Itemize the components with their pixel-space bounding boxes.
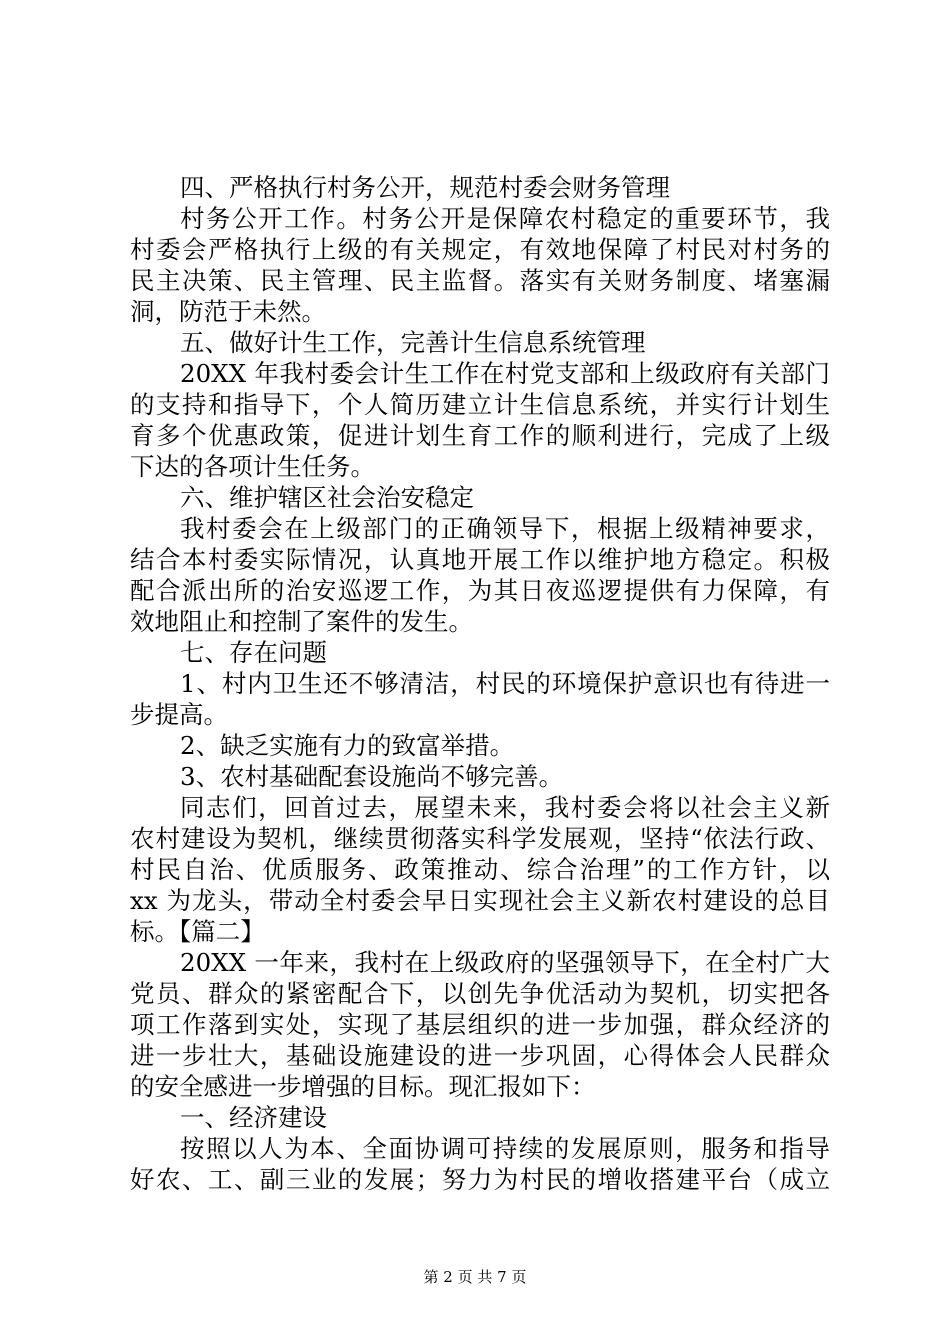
text-line: 步提高。 (130, 700, 228, 729)
text-line: 20XX 年我村委会计生工作在村党支部和上级政府有关部门 (180, 359, 830, 388)
text-line: 五、做好计生工作，完善计生信息系统管理 (180, 328, 646, 357)
text-line: 配合派出所的治安巡逻工作，为其日夜巡逻提供有力保障，有 (130, 576, 830, 605)
text-line: 好农、工、副三业的发展；努力为村民的增收搭建平台（成立 (130, 1165, 830, 1194)
text-line: 结合本村委实际情况，认真地开展工作以维护地方稳定。积极 (130, 545, 830, 574)
text-line: 四、严格执行村务公开，规范村委会财务管理 (180, 173, 670, 202)
text-line: 2、缺乏实施有力的致富举措。 (180, 731, 515, 760)
text-line: 民主决策、民主管理、民主监督。落实有关财务制度、堵塞漏 (130, 266, 830, 295)
text-line: 下达的各项计生任务。 (130, 452, 375, 481)
text-line: 我村委会在上级部门的正确领导下，根据上级精神要求， (180, 514, 830, 543)
document-body (130, 172, 830, 1195)
text-line: 进一步壮大，基础设施建设的进一步巩固，心得体会人民群众 (130, 1041, 830, 1070)
text-line: 农村建设为契机，继续贯彻落实科学发展观，坚持“依法行政、 (130, 824, 830, 853)
text-line: 效地阻止和控制了案件的发生。 (130, 607, 473, 636)
text-line: 村委会严格执行上级的有关规定，有效地保障了村民对村务的 (130, 235, 830, 264)
text-line: 按照以人为本、全面协调可持续的发展原则，服务和指导 (180, 1134, 830, 1163)
text-line: 1、村内卫生还不够清洁，村民的环境保护意识也有待进一 (180, 669, 830, 698)
text-line: 七、存在问题 (180, 638, 327, 667)
text-line: 标。【篇二】 (130, 917, 265, 946)
text-line: 六、维护辖区社会治安稳定 (180, 483, 474, 512)
text-line: 村民自治、优质服务、政策推动、综合治理”的工作方针，以 (130, 855, 830, 884)
text-line: 育多个优惠政策，促进计划生育工作的顺利进行，完成了上级 (130, 421, 830, 450)
text-line: 3、农村基础配套设施尚不够完善。 (180, 762, 564, 791)
text-line: 的支持和指导下，个人简历建立计生信息系统，并实行计划生 (130, 390, 830, 419)
text-line: 党员、群众的紧密配合下，以创先争优活动为契机，切实把各 (130, 979, 830, 1008)
text-line: xx 为龙头，带动全村委会早日实现社会主义新农村建设的总目 (130, 886, 830, 915)
text-line: 的安全感进一步增强的目标。现汇报如下： (130, 1072, 596, 1101)
text-line: 同志们，回首过去，展望未来，我村委会将以社会主义新 (180, 793, 830, 822)
text-line: 洞，防范于未然。 (130, 297, 326, 326)
text-line: 一、经济建设 (180, 1103, 327, 1132)
text-line: 项工作落到实处，实现了基层组织的进一步加强，群众经济的 (130, 1010, 830, 1039)
text-line: 20XX 一年来，我村在上级政府的坚强领导下，在全村广大 (180, 948, 830, 977)
page-footer: 第 2 页 共 7 页 (423, 1268, 527, 1286)
text-line: 村务公开工作。村务公开是保障农村稳定的重要环节，我 (180, 204, 830, 233)
